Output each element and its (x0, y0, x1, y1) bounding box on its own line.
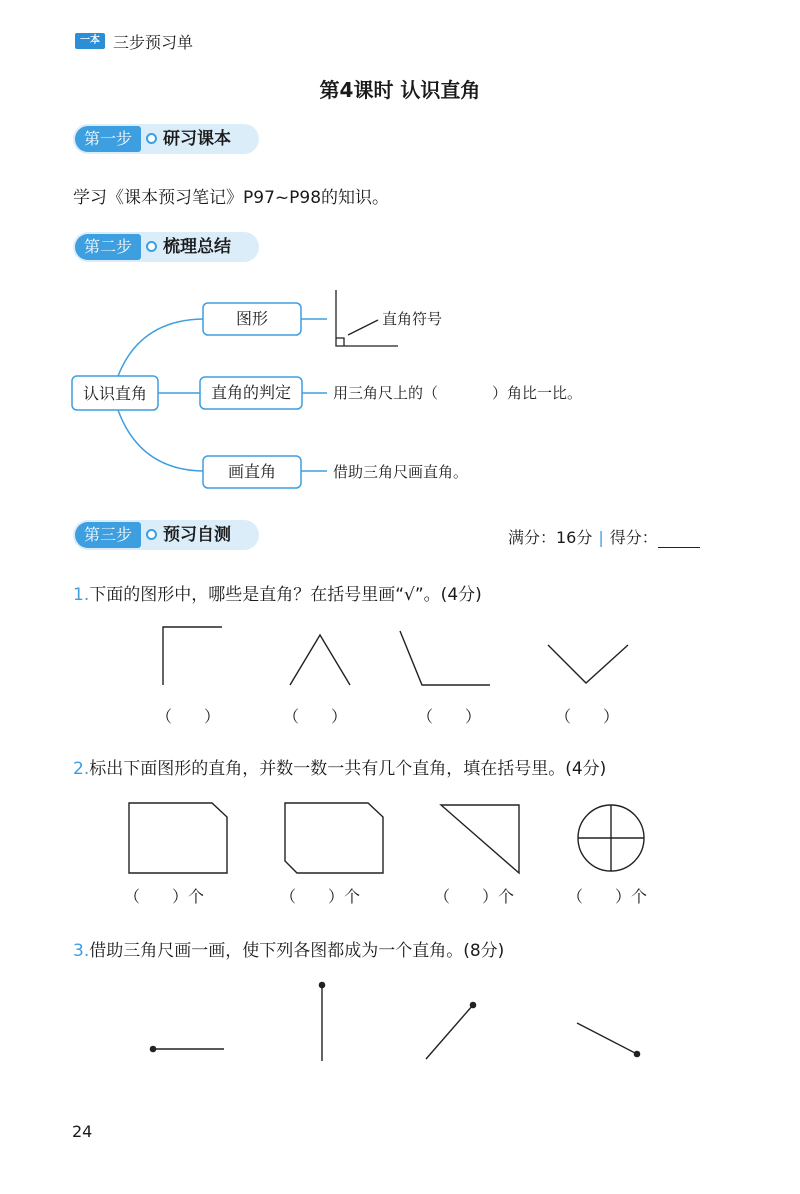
judge-text-b: ）角比一比。 (492, 384, 583, 402)
q2-answer-a[interactable]: （ ）个 (124, 887, 205, 906)
q2-figure-a (129, 803, 227, 873)
step-1-header (73, 124, 259, 154)
symbol-pointer (348, 320, 378, 335)
q1-answer-c[interactable]: （ ） (417, 707, 482, 726)
step-2-header (73, 232, 259, 262)
step-1-title: 研习课本 (163, 129, 231, 149)
step-3-header (73, 520, 259, 550)
q3-point-b (319, 982, 324, 987)
q3-segment-d (577, 1023, 637, 1054)
step-dot-icon (146, 241, 157, 252)
score-separator: | (598, 528, 604, 547)
q2-figure-b (285, 803, 383, 873)
question-2-number: 2. (73, 759, 90, 779)
q2-answer-c[interactable]: （ ）个 (434, 887, 515, 906)
q1-answer-a[interactable]: （ ） (156, 707, 221, 726)
lesson-title: 第4课时 认识直角 (319, 78, 481, 102)
brand-badge: 一本 (75, 33, 105, 49)
q3-segment-c (426, 1005, 473, 1059)
q1-figure-c (400, 631, 490, 685)
score-line (508, 525, 700, 548)
score-blank[interactable] (658, 529, 700, 548)
draw-text: 借助三角尺画直角。 (333, 463, 469, 481)
question-1-text: 下面的图形中，哪些是直角？在括号里画“√”。(4分) (89, 585, 482, 605)
mindmap-branch-draw: 画直角 (227, 462, 277, 481)
question-1 (73, 580, 482, 605)
step-dot-icon (146, 529, 157, 540)
q3-point-a (150, 1046, 155, 1051)
step-1-text: 学习《课本预习笔记》P97~P98的知识。 (73, 188, 390, 208)
step-3-title: 预习自测 (163, 525, 231, 545)
judge-text-a: 用三角尺上的（ (333, 384, 439, 402)
question-3 (73, 936, 504, 961)
q2-figures (0, 795, 800, 880)
step-3-tag: 第三步 (75, 522, 141, 548)
q1-figure-b (290, 635, 350, 685)
question-2 (73, 754, 606, 779)
mindmap (0, 280, 800, 505)
mindmap-connector-shape (118, 319, 203, 376)
mindmap-center: 认识直角 (82, 384, 148, 403)
question-2-text: 标出下面图形的直角，并数一数一共有几个直角，填在括号里。(4分) (89, 759, 607, 779)
q1-answer-d[interactable]: （ ） (555, 707, 620, 726)
step-1-tag: 第一步 (75, 126, 141, 152)
question-3-text: 借助三角尺画一画，使下列各图都成为一个直角。(8分) (89, 941, 505, 961)
right-angle-symbol-label: 直角符号 (382, 310, 443, 328)
got-score-label: 得分： (609, 528, 658, 547)
question-1-number: 1. (73, 585, 90, 605)
q1-figure-d (548, 645, 628, 683)
brand-name: 三步预习单 (113, 33, 194, 52)
q3-figures[interactable] (0, 975, 800, 1075)
q1-figure-a (163, 627, 222, 685)
q2-figure-c (441, 805, 519, 873)
right-angle-symbol (336, 338, 344, 346)
page-number: 24 (72, 1122, 93, 1141)
q3-point-d (634, 1051, 639, 1056)
q2-answer-b[interactable]: （ ）个 (280, 887, 361, 906)
q2-answer-d[interactable]: （ ）个 (567, 887, 648, 906)
full-score: 满分：16分 (508, 528, 593, 547)
question-3-number: 3. (73, 941, 90, 961)
step-dot-icon (146, 133, 157, 144)
q1-figures (0, 615, 800, 695)
mindmap-connector-draw (118, 410, 203, 471)
q1-answer-b[interactable]: （ ） (283, 707, 348, 726)
mindmap-branch-judge: 直角的判定 (210, 383, 292, 402)
q3-point-c (470, 1002, 475, 1007)
mindmap-branch-shape: 图形 (235, 309, 269, 328)
step-2-tag: 第二步 (75, 234, 141, 260)
step-2-title: 梳理总结 (163, 237, 231, 257)
